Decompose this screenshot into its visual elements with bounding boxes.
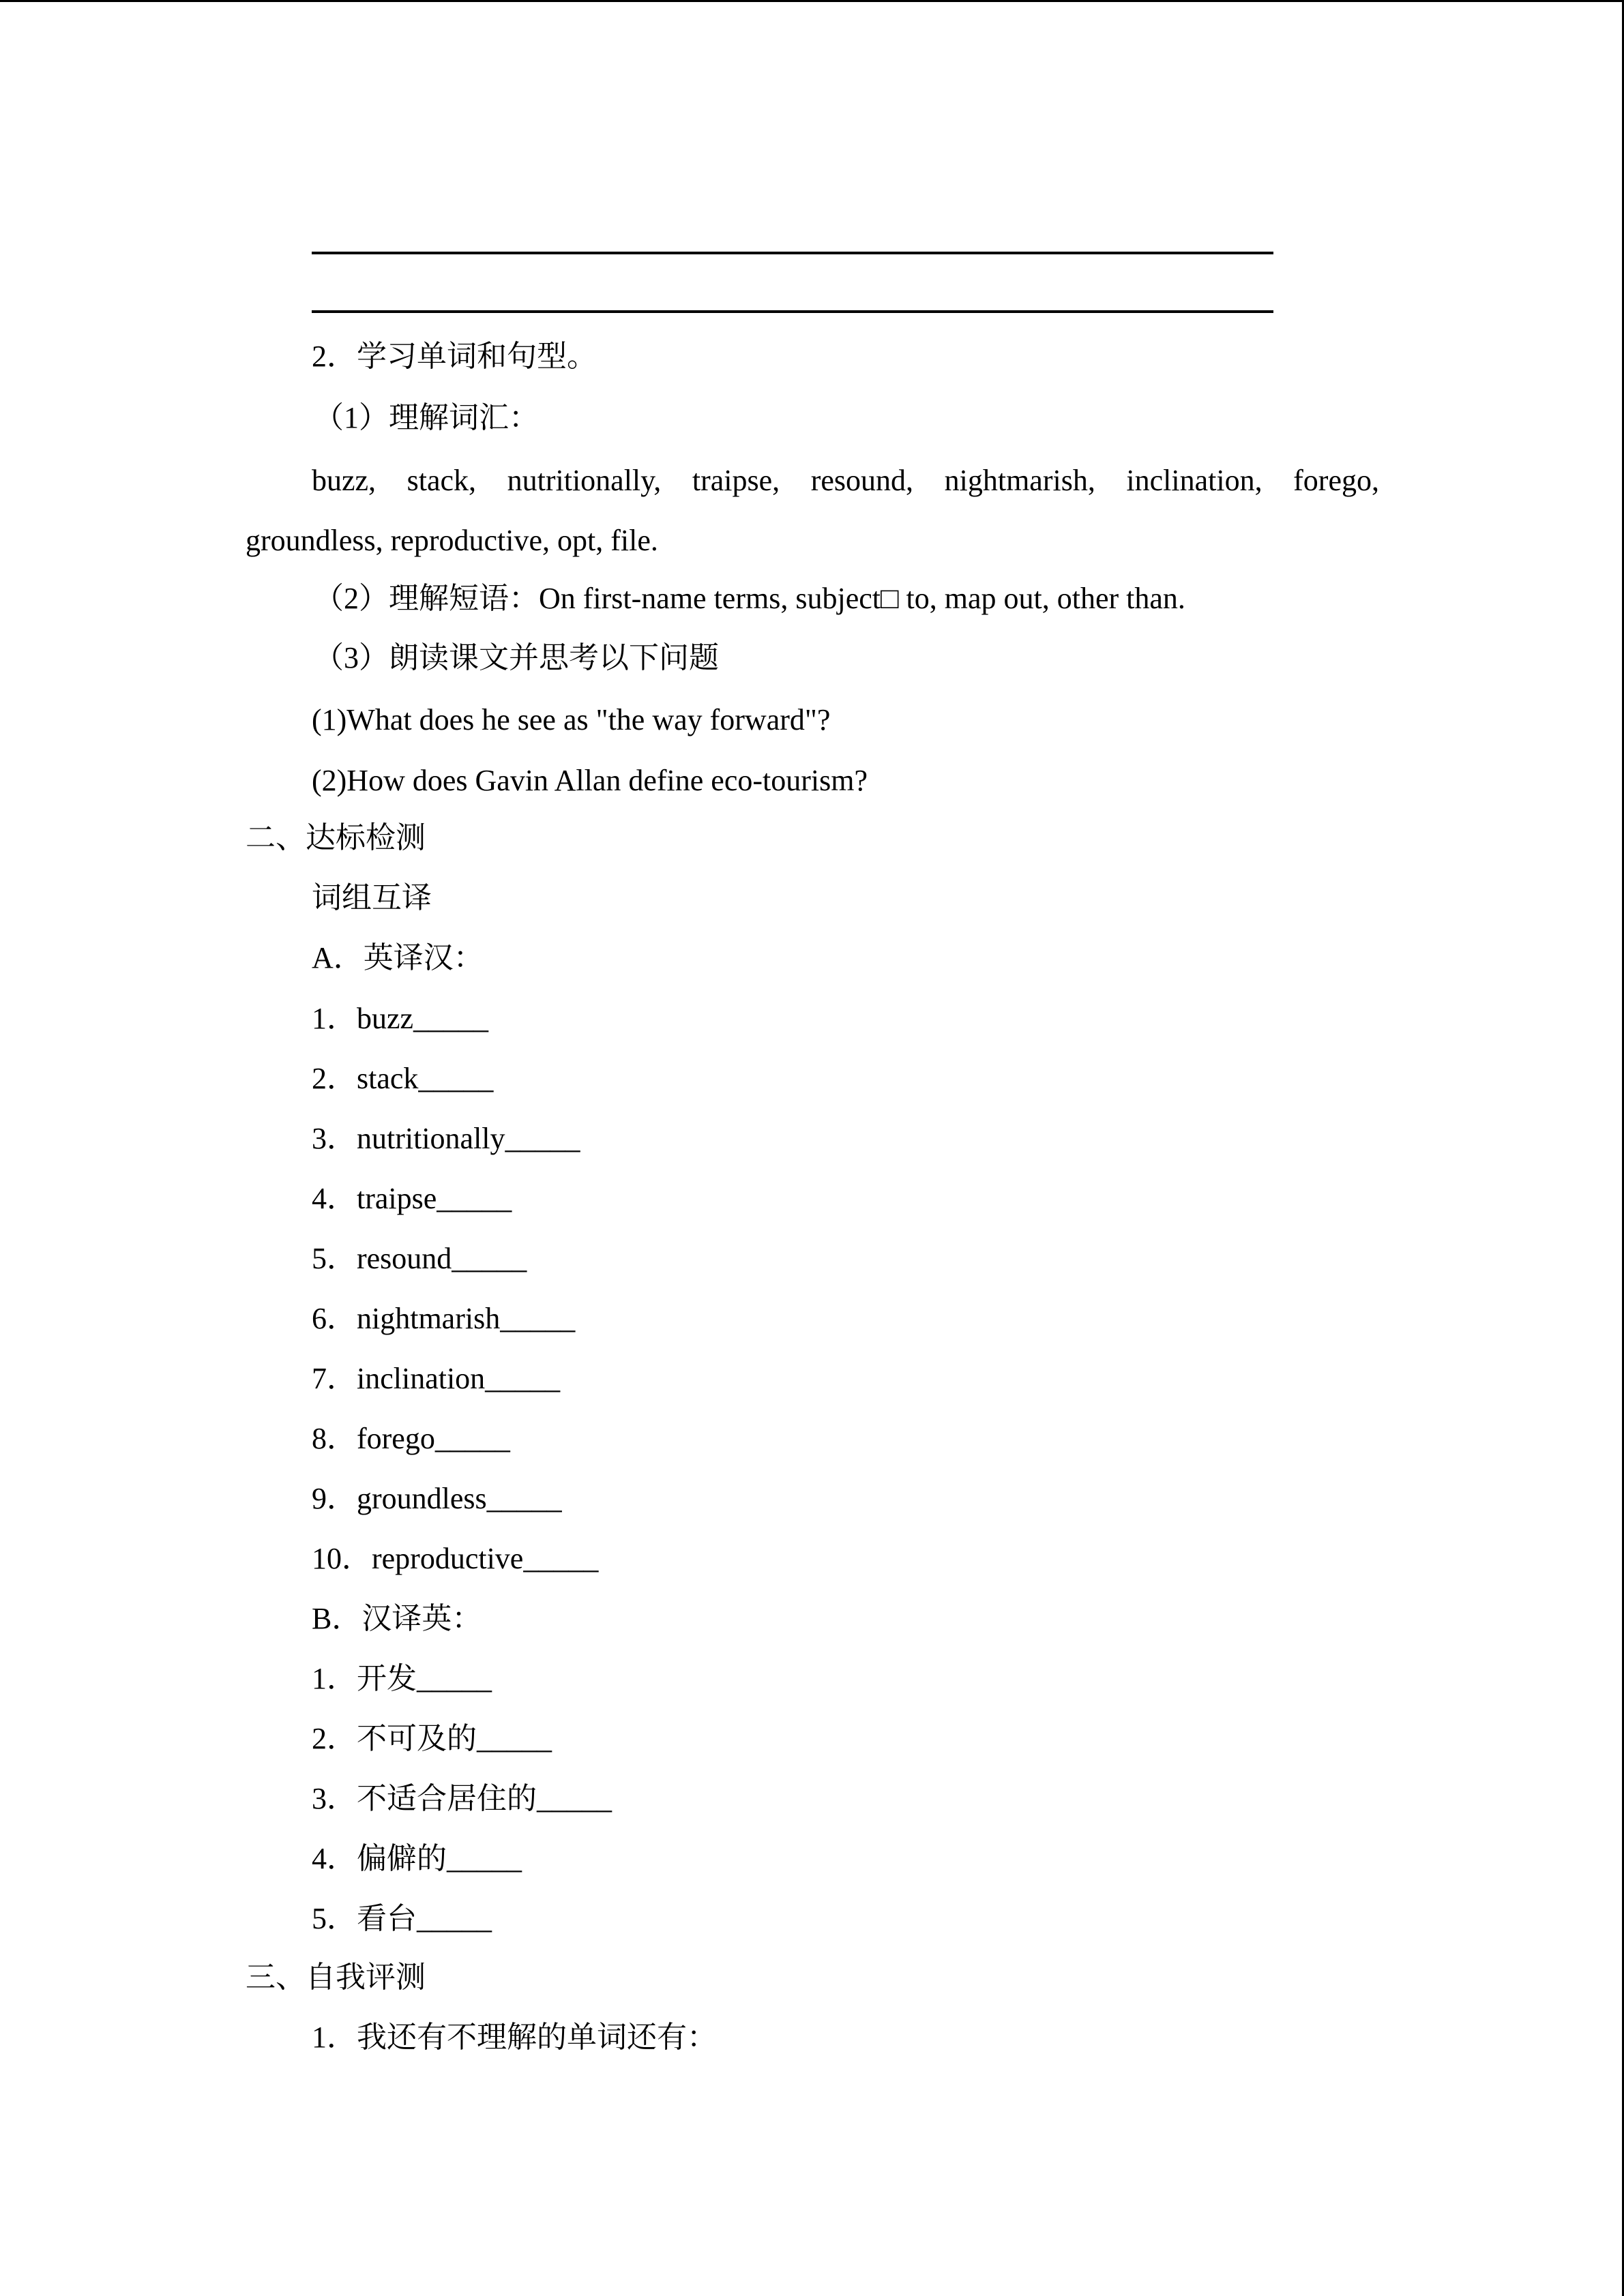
part-a-item: 8．forego_____ — [312, 1422, 510, 1455]
part-a-heading: A．英译汉： — [312, 941, 484, 974]
part-a-item: 9．groundless_____ — [312, 1482, 562, 1515]
part-b-item: 2．不可及的_____ — [312, 1722, 552, 1755]
phrases-line: （2）理解短语：On first-name terms, subject□ to, map out, other than. — [314, 582, 1185, 615]
part-a-item: 2．stack_____ — [312, 1062, 494, 1095]
self-assessment-item-1: 1．我还有不理解的单词还有： — [312, 2021, 717, 2054]
vocab-heading: （1）理解词汇： — [314, 401, 539, 434]
section-3-heading: 三、自我评测 — [246, 1960, 426, 1994]
vocab-list-line-1: buzz, stack, nutritionally, traipse, resound, nightmarish, inclination, forego, — [312, 464, 1379, 497]
part-b-item: 5．看台_____ — [312, 1902, 492, 1935]
vocab-list-line-2: groundless, reproductive, opt, file. — [246, 524, 658, 557]
part-b-item: 1．开发_____ — [312, 1662, 492, 1695]
phrase-translation-heading: 词组互译 — [312, 881, 432, 914]
answer-line-1 — [312, 252, 1273, 254]
part-a-item: 6．nightmarish_____ — [312, 1302, 576, 1335]
part-a-item: 3．nutritionally_____ — [312, 1122, 580, 1155]
reading-heading: （3）朗读课文并思考以下问题 — [314, 641, 719, 674]
item-2-heading: 2．学习单词和句型。 — [312, 340, 597, 373]
part-b-item: 4．偏僻的_____ — [312, 1842, 522, 1875]
part-a-item: 10．reproductive_____ — [312, 1542, 599, 1575]
answer-line-2 — [312, 310, 1273, 313]
part-a-item: 1．buzz_____ — [312, 1002, 489, 1035]
part-a-item: 4．traipse_____ — [312, 1182, 512, 1215]
part-b-heading: B．汉译英： — [312, 1602, 482, 1635]
question-2: (2)How does Gavin Allan define eco-tourism? — [312, 764, 868, 797]
question-1: (1)What does he see as "the way forward"? — [312, 703, 831, 736]
part-a-item: 5．resound_____ — [312, 1242, 527, 1275]
part-b-item: 3．不适合居住的_____ — [312, 1782, 612, 1815]
part-a-item: 7．inclination_____ — [312, 1362, 561, 1395]
section-2-heading: 二、达标检测 — [246, 821, 426, 854]
